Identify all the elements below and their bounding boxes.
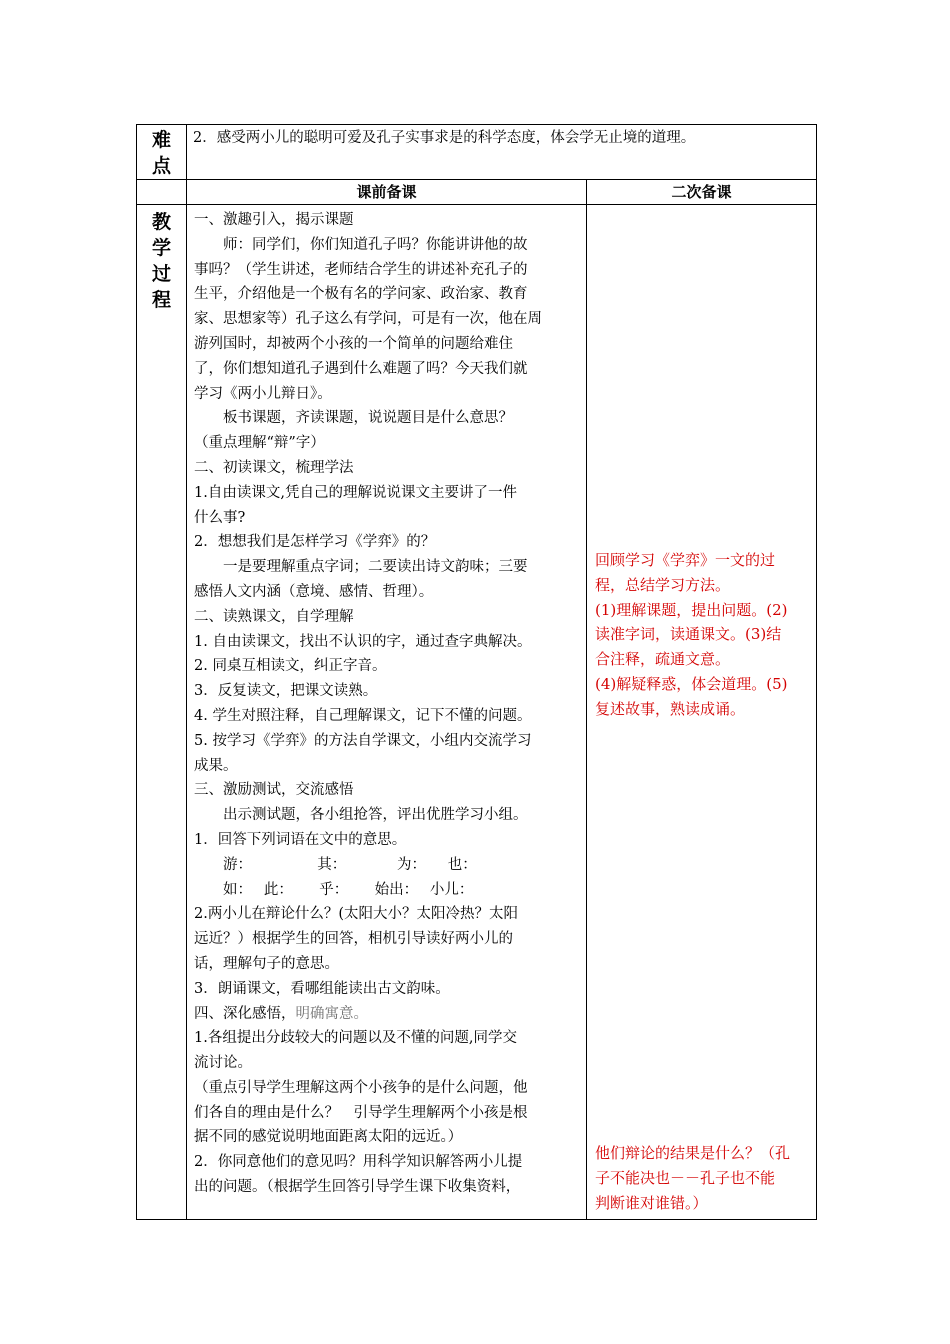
process-line-text: 板书课题，齐读课题，说说题目是什么意思？ bbox=[194, 410, 513, 427]
process-line bbox=[194, 853, 580, 878]
second-note-line: (1)理解课题，提出问题。(2) bbox=[595, 600, 788, 619]
process-line-text: 游列国时，却被两个小孩的一个简单的问题给难住 bbox=[194, 335, 513, 352]
process-line-text: 5. 按学习《学弈》的方法自学课文，小组内交流学习 bbox=[194, 732, 532, 749]
process-label-char: 教 bbox=[151, 211, 171, 233]
second-note-line: 复述故事，熟读成诵。 bbox=[595, 699, 746, 718]
process-line bbox=[194, 1175, 580, 1200]
process-line-text: 4. 学生对照注释，自己理解课文，记下不懂的问题。 bbox=[194, 707, 532, 724]
process-line bbox=[194, 977, 580, 1002]
process-line bbox=[194, 481, 580, 506]
process-line bbox=[194, 233, 580, 258]
process-line-text: 话，理解句子的意思。 bbox=[194, 955, 339, 972]
process-line-text: 3．反复读文，把课文读熟。 bbox=[194, 683, 378, 700]
process-line bbox=[194, 878, 580, 903]
process-line-text: 1.自由读课文,凭自己的理解说说课文主要讲了一件 bbox=[194, 484, 517, 501]
second-note-line: 他们辩论的结果是什么？（孔 bbox=[595, 1144, 791, 1162]
process-line bbox=[194, 282, 580, 307]
process-line bbox=[194, 729, 580, 754]
process-line-text: 生平，介绍他是一个极有名的学问家、政治家、教育 bbox=[194, 286, 528, 303]
process-line bbox=[194, 778, 580, 803]
process-line-text: 一是要理解重点字词；二要读出诗文韵味；三要 bbox=[194, 559, 528, 576]
process-label-char: 过 bbox=[151, 263, 171, 285]
process-line-text: 据不同的感觉说明地面距离太阳的远近。） bbox=[194, 1129, 463, 1146]
process-line bbox=[194, 1101, 580, 1126]
process-row bbox=[137, 205, 817, 1220]
process-line-text: 出示测试题，各小组抢答，评出优胜学习小组。 bbox=[194, 807, 528, 824]
process-line bbox=[194, 654, 580, 679]
second-note-block-1 bbox=[595, 548, 788, 722]
second-note-line: 回顾学习《学弈》一文的过 bbox=[595, 551, 776, 569]
process-line bbox=[194, 952, 580, 977]
second-lesson-content bbox=[587, 205, 817, 1220]
process-line-text: （重点引导学生理解这两个小孩争的是什么问题，他 bbox=[194, 1079, 528, 1096]
process-line-text: 2.两小儿在辩论什么？(太阳大小？太阳冷热？太阳 bbox=[194, 906, 518, 923]
process-line bbox=[194, 530, 580, 555]
process-line bbox=[194, 1150, 580, 1175]
process-line bbox=[194, 1125, 580, 1150]
process-line bbox=[194, 382, 580, 407]
second-note-line: 合注释，疏通文意。 bbox=[595, 650, 731, 669]
column-header-row bbox=[137, 180, 817, 205]
process-line bbox=[194, 1076, 580, 1101]
pre-lesson-content bbox=[187, 205, 587, 1220]
difficulty-row bbox=[137, 125, 817, 180]
process-line bbox=[194, 679, 580, 704]
process-line-gray-text: 明确寓意。 bbox=[295, 1005, 368, 1022]
process-line bbox=[194, 1026, 580, 1051]
process-line bbox=[194, 258, 580, 283]
process-line bbox=[194, 580, 580, 605]
process-line-text: 三、激励测试，交流感悟 bbox=[194, 782, 354, 799]
process-line-text: 了，你们想知道孔子遇到什么难题了吗？今天我们就 bbox=[194, 360, 528, 377]
process-line bbox=[194, 357, 580, 382]
process-line bbox=[194, 406, 580, 431]
process-line-text: 感悟人文内涵（意境、感情、哲理）。 bbox=[194, 583, 434, 600]
process-line-text: 2．想想我们是怎样学习《学弈》的？ bbox=[194, 534, 436, 551]
process-line bbox=[194, 307, 580, 332]
process-line bbox=[194, 456, 580, 481]
difficulty-label bbox=[137, 125, 187, 180]
second-lesson-header: 二次备课 bbox=[587, 180, 817, 205]
second-note-line: 程，总结学习方法。 bbox=[595, 575, 731, 594]
process-line-text: 什么事? bbox=[194, 509, 246, 526]
process-line bbox=[194, 332, 580, 357]
process-line-text: 远近？）根据学生的回答，相机引导读好两小儿的 bbox=[194, 931, 513, 948]
process-line bbox=[194, 902, 580, 927]
process-line bbox=[194, 1002, 580, 1027]
process-line-text: 二、读熟课文，自学理解 bbox=[194, 608, 354, 625]
process-line-text: 1．回答下列词语在文中的意思。 bbox=[194, 831, 407, 848]
second-note-line: 判断谁对谁错。） bbox=[595, 1193, 708, 1212]
second-note-line: 读准字词，读通课文。(3)结 bbox=[595, 625, 782, 644]
process-line bbox=[194, 754, 580, 779]
process-line-text: 师：同学们，你们知道孔子吗？你能讲讲他的故 bbox=[194, 236, 528, 253]
process-label bbox=[137, 205, 187, 1220]
process-line-text: 游： 其： 为： 也： bbox=[194, 856, 477, 873]
process-label-char: 程 bbox=[151, 289, 171, 311]
process-line-text: 家、思想家等）孔子这么有学问，可是有一次，他在周 bbox=[194, 311, 542, 328]
process-line-text: 出的问题。（根据学生回答引导学生课下收集资料， bbox=[194, 1179, 521, 1196]
process-line-text: （重点理解“辩”字） bbox=[194, 435, 325, 452]
process-line-text: 流讨论。 bbox=[194, 1055, 252, 1072]
process-line bbox=[194, 506, 580, 531]
process-line bbox=[194, 431, 580, 456]
header-empty-cell bbox=[137, 180, 187, 205]
process-line bbox=[194, 828, 580, 853]
second-note-line: (4)解疑释惑，体会道理。(5) bbox=[595, 674, 788, 693]
process-line bbox=[194, 605, 580, 630]
process-line-text: 1. 自由读课文，找出不认识的字，通过查字典解决。 bbox=[194, 633, 532, 650]
second-note-block-2 bbox=[595, 1141, 790, 1215]
process-line bbox=[194, 1051, 580, 1076]
process-line-text: 1.各组提出分歧较大的问题以及不懂的问题,同学交 bbox=[194, 1030, 517, 1047]
process-line-text: 一、激趣引入，揭示课题 bbox=[194, 212, 354, 228]
process-label-char: 学 bbox=[151, 237, 171, 259]
process-line-text: 2．你同意他们的意见吗？用科学知识解答两小儿提 bbox=[194, 1154, 523, 1171]
pre-lesson-header: 课前备课 bbox=[187, 180, 587, 205]
process-line bbox=[194, 555, 580, 580]
process-line-text: 如： 此： 乎： 始出： 小儿： bbox=[194, 881, 474, 898]
process-line-text: 事吗？（学生讲述，老师结合学生的讲述补充孔子的 bbox=[194, 261, 528, 278]
process-line-text: 们各自的理由是什么？ 引导学生理解两个小孩是根 bbox=[194, 1104, 528, 1121]
process-line-text: 成果。 bbox=[194, 757, 238, 774]
process-line bbox=[194, 803, 580, 828]
process-lines bbox=[194, 208, 580, 1200]
difficulty-label-char: 难 bbox=[151, 129, 171, 151]
second-note-line: 子不能决也－－孔子也不能 bbox=[595, 1168, 776, 1187]
process-line bbox=[194, 630, 580, 655]
process-line bbox=[194, 704, 580, 729]
process-line-text: 四、深化感悟， bbox=[194, 1005, 296, 1022]
difficulty-label-char: 点 bbox=[151, 155, 171, 177]
process-line-text: 二、初读课文，梳理学法 bbox=[194, 459, 354, 476]
process-line-text: 2. 同桌互相读文，纠正字音。 bbox=[194, 658, 387, 675]
process-line bbox=[194, 927, 580, 952]
process-line bbox=[194, 208, 580, 233]
process-line-text: 3．朗诵课文，看哪组能读出古文韵味。 bbox=[194, 980, 450, 997]
difficulty-text: 2．感受两小儿的聪明可爱及孔子实事求是的科学态度，体会学无止境的道理。 bbox=[187, 125, 817, 180]
process-line-text: 学习《两小儿辩日》。 bbox=[194, 385, 332, 402]
lesson-plan-table bbox=[136, 124, 817, 1220]
